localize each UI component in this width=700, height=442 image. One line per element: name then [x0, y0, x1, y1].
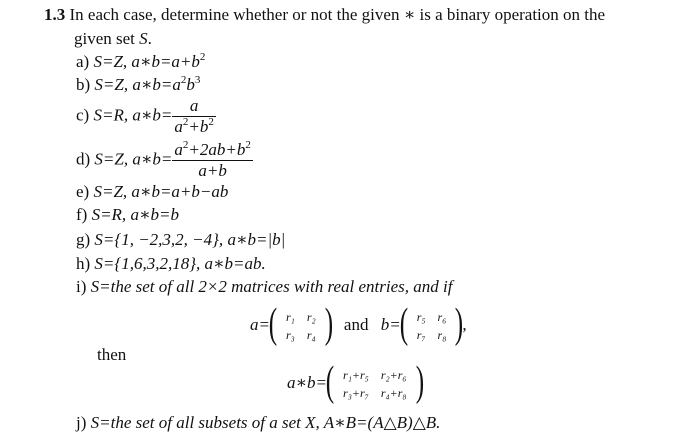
- item-operation: a∗b=a+b: [131, 52, 200, 71]
- then-text: then: [97, 345, 127, 364]
- fraction: $\frac{a}{a^2+b^2}$: [174, 96, 214, 136]
- item-label: f): [76, 205, 88, 224]
- item-set: S=Z,: [94, 149, 129, 169]
- item-label: h): [76, 254, 91, 273]
- item-label: g): [76, 230, 91, 249]
- item-text: S=the set of all subsets of a set X, A∗B=(A△B)△B.: [90, 413, 441, 432]
- item-label: j): [76, 413, 87, 432]
- a-equals: a=: [250, 314, 270, 334]
- item-operation: a∗b=ab.: [204, 254, 266, 273]
- item-f: [76, 205, 179, 225]
- sum-definition: [287, 359, 424, 405]
- item-label: b): [76, 75, 91, 94]
- item-operation: a∗b=|b|: [227, 230, 286, 249]
- item-label: i): [76, 277, 87, 296]
- item-operation: a∗b=: [132, 149, 173, 169]
- item-set: S=Z,: [93, 182, 128, 201]
- item-label: e): [76, 182, 90, 201]
- item-set: S={1,6,3,2,18},: [94, 254, 201, 273]
- item-g: [76, 230, 285, 250]
- item-set: S=R,: [91, 205, 127, 224]
- matrix-a: ( r₁ r₂ r₃ r₄ ): [268, 301, 333, 347]
- item-b: b) S=Z, $a∗b=a^2b^3$: [76, 74, 201, 94]
- item-d: [76, 140, 253, 181]
- item-set: S=Z,: [94, 75, 129, 94]
- b-equals: b=: [380, 314, 401, 334]
- intro-text: In each case, determine whether or not the given: [69, 5, 400, 24]
- matrix-b: ( r₅ r₆ r₇ r₈ ): [399, 301, 464, 347]
- item-h: [76, 254, 266, 274]
- item-operation: a∗b=a: [132, 75, 181, 94]
- item-set: S={1, −2,3,2, −4},: [94, 230, 224, 249]
- fraction: $\frac{a^2+2ab+b^2}{a+b}$: [174, 139, 251, 180]
- item-text: S=the set of all 2×2 matrices with real entries, and if: [90, 277, 453, 296]
- problem-number: 1.3: [44, 5, 66, 24]
- intro-text-end: is a binary operation on the: [419, 5, 606, 24]
- item-operation: a∗b=b: [130, 205, 179, 224]
- and-text: and: [343, 314, 369, 334]
- item-label: d): [76, 149, 91, 169]
- item-operation: a∗b=a+b−ab: [131, 182, 229, 201]
- star-symbol: ∗: [403, 5, 416, 24]
- item-j: [76, 413, 440, 433]
- problem-header: [44, 5, 605, 25]
- intro-line2: given set S.: [74, 29, 152, 48]
- matrix-definitions: a= ( r₁ r₂ r₃ r₄ ) and b= ( r₅ r₆ r₇ r₈ ) ,: [250, 301, 467, 347]
- matrix-sum: ( r₁+r₅ r₂+r₆ r₃+r₇ r₄+r₈ ): [325, 359, 424, 405]
- item-operation: a∗b=: [132, 105, 173, 125]
- item-label: a): [76, 52, 90, 71]
- ab-equals: a∗b=: [287, 372, 328, 392]
- item-set: S=Z,: [93, 52, 128, 71]
- item-a: a) S=Z, $a∗b=a+b^2$: [76, 51, 206, 71]
- item-c: [76, 96, 216, 137]
- item-i: [76, 277, 452, 297]
- item-e: [76, 182, 228, 202]
- item-label: c): [76, 105, 90, 125]
- item-set: S=R,: [93, 105, 129, 125]
